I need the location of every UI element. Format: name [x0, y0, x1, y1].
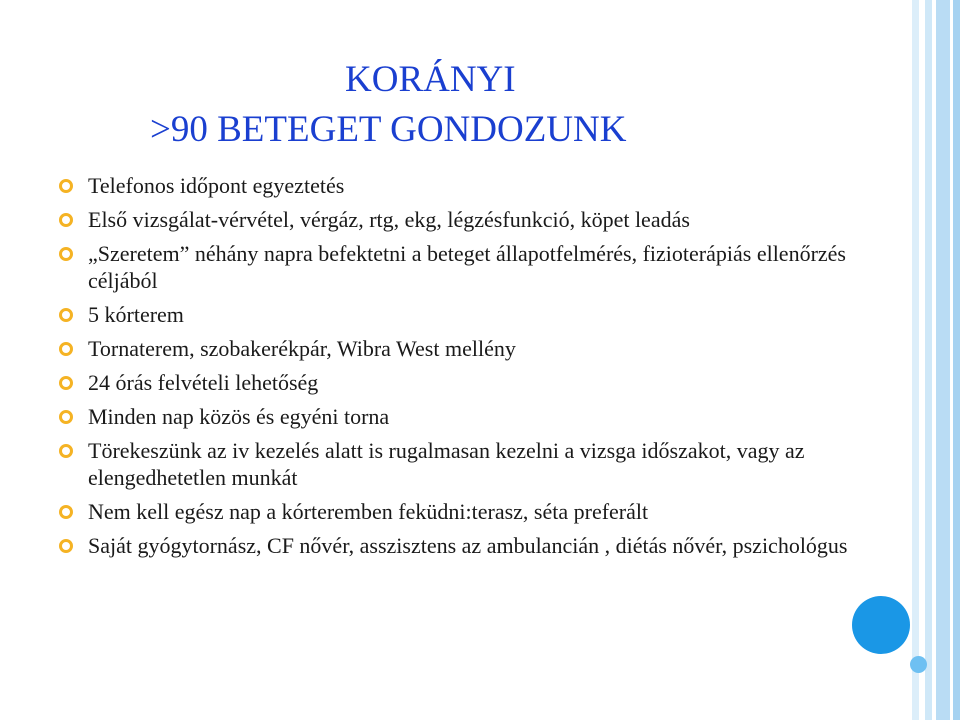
stripe	[936, 0, 950, 720]
slide-title	[150, 55, 850, 155]
ring-bullet-icon	[59, 410, 73, 424]
bullet-text: Tornaterem, szobakerékpár, Wibra West mellény	[88, 336, 516, 361]
ring-bullet-icon	[59, 179, 73, 193]
bullet-item	[56, 498, 856, 525]
decorative-circle-small	[910, 656, 927, 673]
bullet-list	[56, 172, 856, 566]
stripe	[953, 0, 960, 720]
bullet-text: Minden nap közös és egyéni torna	[88, 404, 390, 429]
decorative-stripes	[912, 0, 960, 720]
bullet-item	[56, 403, 856, 430]
ring-bullet-icon	[59, 308, 73, 322]
bullet-item	[56, 369, 856, 396]
bullet-item	[56, 172, 856, 199]
stripe	[925, 0, 932, 720]
bullet-text: „Szeretem” néhány napra befektetni a beteget állapotfelmérés, fizioterápiás ellenőrzés céljából	[88, 241, 846, 293]
bullet-text: 24 órás felvételi lehetőség	[88, 370, 319, 395]
bullet-text: Első vizsgálat-vérvétel, vérgáz, rtg, ekg, légzésfunkció, köpet leadás	[88, 207, 690, 232]
bullet-text: Telefonos időpont egyeztetés	[88, 173, 345, 198]
ring-bullet-icon	[59, 213, 73, 227]
bullet-item	[56, 532, 856, 559]
ring-bullet-icon	[59, 539, 73, 553]
title-line-1: KORÁNYI	[345, 59, 516, 100]
decorative-circle-large	[852, 596, 910, 654]
bullet-text: Saját gyógytornász, CF nővér, asszisztens az ambulancián , diétás nővér, pszichológus	[88, 533, 848, 558]
bullet-item	[56, 301, 856, 328]
bullet-item	[56, 335, 856, 362]
bullet-text: Nem kell egész nap a kórteremben feküdni:terasz, séta preferált	[88, 499, 649, 524]
bullet-item	[56, 437, 856, 491]
bullet-text: Törekeszünk az iv kezelés alatt is rugalmasan kezelni a vizsga időszakot, vagy az elengedhetetlen munkát	[88, 438, 805, 490]
ring-bullet-icon	[59, 376, 73, 390]
ring-bullet-icon	[59, 505, 73, 519]
bullet-item	[56, 240, 856, 294]
stripe	[912, 0, 919, 720]
ring-bullet-icon	[59, 342, 73, 356]
ring-bullet-icon	[59, 444, 73, 458]
title-line-2: >90 BETEGET GONDOZUNK	[150, 109, 627, 150]
bullet-item	[56, 206, 856, 233]
bullet-text: 5 kórterem	[88, 302, 184, 327]
ring-bullet-icon	[59, 247, 73, 261]
